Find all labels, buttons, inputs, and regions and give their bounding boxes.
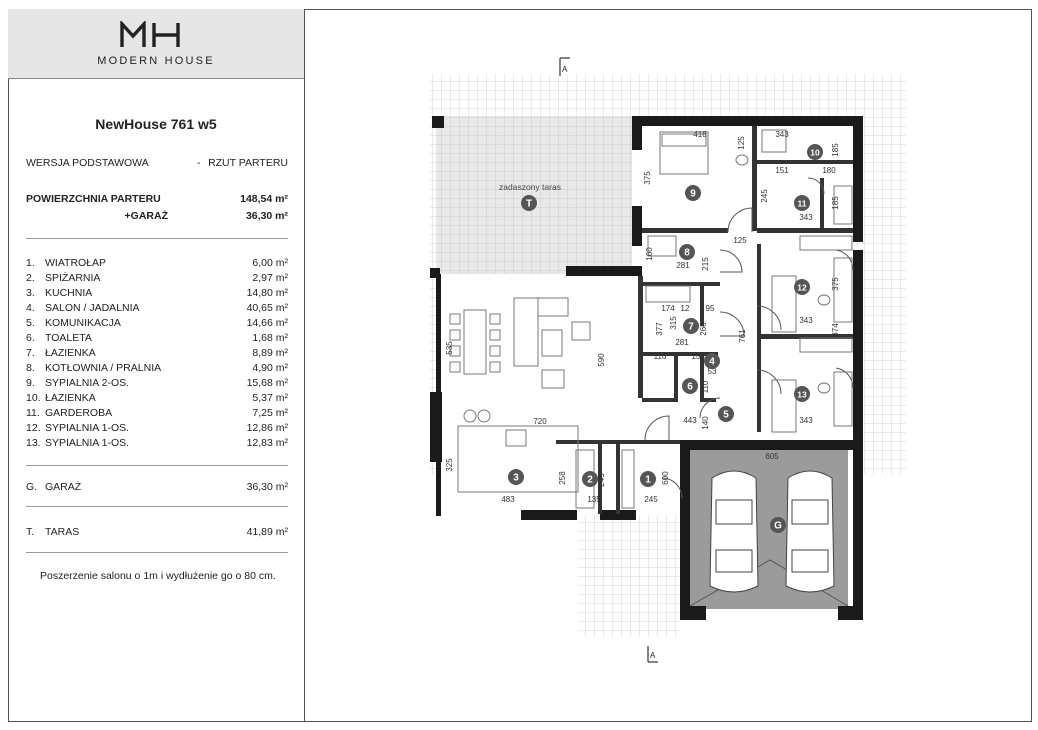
- room-marker-label: 1: [645, 474, 651, 486]
- list-item: 7. ŁAZIENKA 8,89 m²: [26, 347, 288, 359]
- divider: [26, 238, 288, 239]
- dimension-label: 720: [533, 417, 547, 426]
- dimension-label: 151: [775, 166, 789, 175]
- room-marker-label: 8: [684, 247, 690, 259]
- variant-separator: -: [197, 157, 201, 169]
- dimension-label: 343: [775, 130, 789, 139]
- dimension-label: 245: [760, 189, 769, 203]
- dimension-label: 343: [799, 416, 813, 425]
- dimension-label: 12: [680, 304, 690, 313]
- room-marker-label: T: [525, 198, 533, 210]
- room-marker-label: 13: [797, 389, 807, 400]
- dimension-label: 153: [691, 352, 705, 361]
- entrance-paving: [578, 515, 680, 637]
- dimension-label: 483: [501, 495, 515, 504]
- room-marker-label: 12: [797, 282, 807, 293]
- covered-terrace-grid: [436, 116, 632, 274]
- dimension-label: 215: [701, 257, 710, 271]
- list-item: 6. TOALETA 1,68 m²: [26, 332, 288, 344]
- list-item: 13. SYPIALNIA 1-OS. 12,83 m²: [26, 437, 288, 449]
- dimension-label: 245: [597, 473, 606, 487]
- dimension-label: 116: [653, 352, 667, 361]
- view-label: RZUT PARTERU: [208, 157, 288, 169]
- floor-plan-drawing: [306, 10, 1030, 720]
- dimension-label: 135: [587, 495, 601, 504]
- list-item: 11. GARDEROBA 7,25 m²: [26, 407, 288, 419]
- dimension-label: 281: [676, 261, 690, 270]
- garage-area-label: +GARAŻ: [124, 210, 168, 222]
- dimension-label: 110: [701, 380, 710, 394]
- list-item: 3. KUCHNIA 14,80 m²: [26, 287, 288, 299]
- dimension-label: 160: [645, 247, 654, 261]
- divider: [26, 552, 288, 553]
- room-marker-label: 11: [797, 198, 807, 209]
- room-marker-label: 4: [709, 356, 715, 368]
- room-marker-label: 9: [690, 188, 696, 200]
- dimension-label: 418: [693, 130, 707, 139]
- room-marker-label: 10: [810, 147, 820, 158]
- room-list: [26, 256, 288, 451]
- dimension-label: 325: [445, 458, 454, 472]
- list-item: 10. ŁAZIENKA 5,37 m²: [26, 392, 288, 404]
- info-sidebar: MODERN HOUSE NewHouse 761 w5 WERSJA PODSTAWOWA - RZUT PARTERU POWIERZCHNIA PARTERU 148,54 m² +GARAŻ 36,30 m² 1. WIATROŁAP 6,00 m² 2. SPIŻARNIA 2,97 m² 3. KUCHNIA 14,80 m² 4. SALON / JADALNIA 40,65 m² 5. KOMUNIKACJA 14,66 m² 6. TOALETA 1,68 m² 7. ŁAZIENKA 8,89 m² 8. KOTŁOWNIA / PRALNIA 4,90 m² 9. SYPIALNIA 2-OS. 15,68 m² 10. ŁAZIENKA 5,37 m² 11. GARDEROBA 7,25 m² 12. SYPIALNIA 1-OS. 12,86 m² 13. SYPIALNIA 1-OS. 12,83 m² G. GARAŻ 36,30 m² T. TARAS 41,89 m² Poszerzenie salonu o 1m i wydłużenie go o 80 cm.: [8, 9, 305, 722]
- garage-area-value: 36,30 m²: [245, 210, 288, 222]
- room-marker-label: G: [774, 520, 782, 532]
- ground-area-row: [26, 193, 288, 205]
- list-item: 2. SPIŻARNIA 2,97 m²: [26, 272, 288, 284]
- list-item: 5. KOMUNIKACJA 14,66 m²: [26, 317, 288, 329]
- dimension-label: 605: [765, 452, 779, 461]
- list-item: 12. SYPIALNIA 1-OS. 12,86 m²: [26, 422, 288, 434]
- list-item: 8. KOTŁOWNIA / PRALNIA 4,90 m²: [26, 362, 288, 374]
- svg-text:A: A: [650, 651, 656, 660]
- svg-text:A: A: [562, 65, 568, 74]
- dimension-label: 375: [643, 171, 652, 185]
- dimension-label: 125: [737, 136, 746, 150]
- dimension-label: 590: [597, 353, 606, 367]
- design-note: Poszerzenie salonu o 1m i wydłużenie go o 80 cm.: [40, 570, 276, 582]
- terrace-label: zadaszony taras: [499, 182, 561, 192]
- dimension-label: 53: [707, 367, 717, 376]
- room-marker-label: 5: [723, 409, 729, 421]
- room-marker-label: 6: [687, 381, 693, 393]
- list-item: 1. WIATROŁAP 6,00 m²: [26, 257, 288, 269]
- mh-logo-icon: [120, 21, 182, 49]
- divider: [26, 506, 288, 507]
- dimension-label: 185: [831, 143, 840, 157]
- dimension-label: 600: [661, 471, 670, 485]
- dimension-label: 125: [733, 236, 747, 245]
- dimension-label: 95: [705, 304, 715, 313]
- variant-row: [26, 157, 288, 169]
- car-icon: [786, 471, 834, 592]
- dimension-label: 185: [831, 196, 840, 210]
- version-label: WERSJA PODSTAWOWA: [26, 157, 149, 169]
- dimension-label: 315: [669, 316, 678, 330]
- project-title: NewHouse 761 w5: [95, 116, 217, 132]
- dimension-label: 140: [701, 416, 710, 430]
- dimension-label: 443: [683, 416, 697, 425]
- dimension-label: 535: [445, 341, 454, 355]
- dimension-label: 281: [675, 338, 689, 347]
- dimension-label: 174: [661, 304, 675, 313]
- divider: [26, 465, 288, 466]
- dimension-label: 375: [831, 277, 840, 291]
- list-item: 4. SALON / JADALNIA 40,65 m²: [26, 302, 288, 314]
- dimension-label: 245: [644, 495, 658, 504]
- car-icon: [710, 471, 758, 592]
- dimension-label: 258: [558, 471, 567, 485]
- list-item: 9. SYPIALNIA 2-OS. 15,68 m²: [26, 377, 288, 389]
- ground-area-value: 148,54 m²: [240, 193, 288, 205]
- dimension-label: 377: [655, 322, 664, 336]
- logo-header: [8, 9, 304, 79]
- floor-plan: [306, 10, 1030, 720]
- brand-name: MODERN HOUSE: [97, 55, 215, 67]
- dimension-label: 180: [822, 166, 836, 175]
- dimension-label: 260: [699, 322, 708, 336]
- dimension-label: 343: [799, 316, 813, 325]
- dimension-label: 343: [799, 213, 813, 222]
- dimension-label: 374: [831, 323, 840, 337]
- room-marker-label: 3: [513, 472, 519, 484]
- ground-area-label: POWIERZCHNIA PARTERU: [26, 193, 161, 205]
- room-marker-label: 7: [688, 321, 694, 333]
- room-marker-label: 2: [587, 474, 593, 486]
- dimension-label: 761: [738, 329, 747, 343]
